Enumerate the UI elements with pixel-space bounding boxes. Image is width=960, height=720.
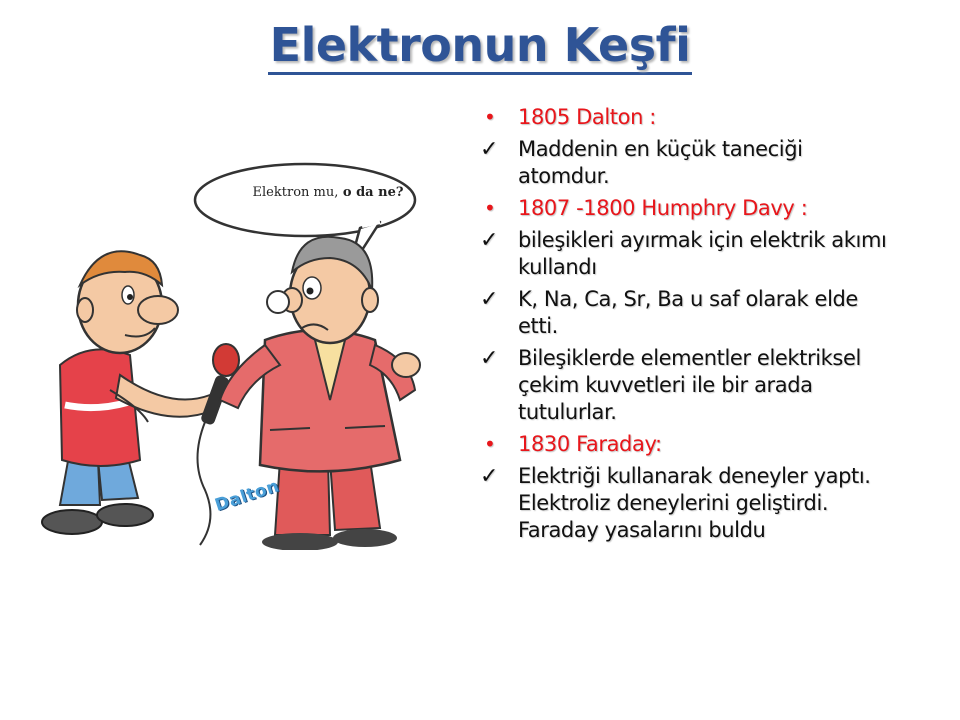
- checkmark-icon: ✓: [480, 137, 499, 162]
- speech-bubble-text: [248, 185, 408, 200]
- dalton-name-tag: Dalton: [212, 476, 282, 516]
- bullet-dot-icon: •: [484, 432, 496, 456]
- boy-figure: [42, 251, 214, 534]
- bullet-list: [478, 104, 898, 549]
- slide-title: [0, 18, 960, 72]
- bullet-text: bileşikleri ayırmak için elektrik akımı kullandı: [518, 228, 887, 279]
- bullet-point-elements: [478, 286, 898, 340]
- bullet-text: Maddenin en küçük taneciği atomdur.: [518, 137, 803, 188]
- bullet-text: 1805 Dalton :: [518, 105, 656, 129]
- bullet-text: 1807 -1800 Humphry Davy :: [518, 196, 808, 220]
- bullet-text: K, Na, Ca, Sr, Ba u saf olarak elde etti.: [518, 287, 858, 338]
- bullet-point-electrolysis: [478, 463, 898, 544]
- checkmark-icon: ✓: [480, 228, 499, 253]
- bullet-text: Elektriği kullanarak deneyler yaptı. Elektroliz deneylerini geliştirdi. Faraday yasalarını buldu: [518, 464, 871, 542]
- bullet-dot-icon: •: [484, 105, 496, 129]
- bullet-point-bonding: [478, 345, 898, 426]
- checkmark-icon: ✓: [480, 287, 499, 312]
- bullet-text: 1830 Faraday:: [518, 432, 662, 456]
- checkmark-icon: ✓: [480, 346, 499, 371]
- bullet-heading-davy: [478, 195, 898, 222]
- speech-bubble-bold: o da ne?: [338, 185, 404, 200]
- bullet-dot-icon: •: [484, 196, 496, 220]
- bullet-heading-faraday: [478, 431, 898, 458]
- slide-title-text: Elektronun Keşfi: [268, 18, 693, 75]
- checkmark-icon: ✓: [480, 464, 499, 489]
- bullet-heading-dalton: [478, 104, 898, 131]
- speech-bubble-question: Elektron mu,: [252, 185, 339, 200]
- bullet-point-current: [478, 227, 898, 281]
- bullet-point-atom: [478, 136, 898, 190]
- bullet-text: Bileşiklerde elementler elektriksel çekim kuvvetleri ile bir arada tutulurlar.: [518, 346, 861, 424]
